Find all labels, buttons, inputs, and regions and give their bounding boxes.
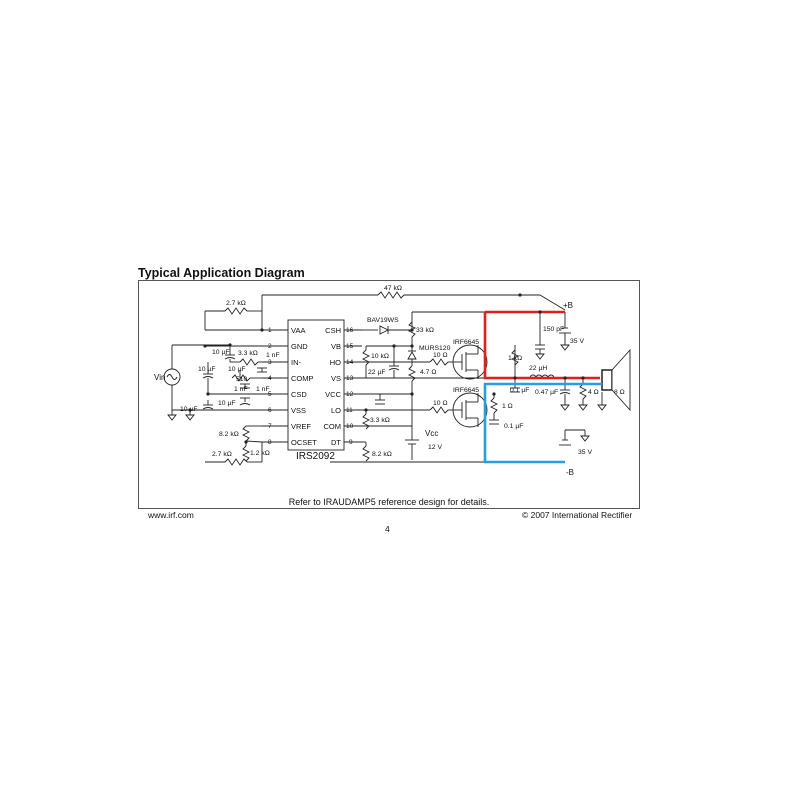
label-r-12k: 1.2 kΩ <box>250 450 270 457</box>
label-r-1k: 1 kΩ <box>508 355 523 362</box>
pin-name-in: IN- <box>291 358 301 367</box>
footer-url: www.irf.com <box>148 510 194 520</box>
label-d-bav: BAV19WS <box>367 317 399 324</box>
pin-name-vcc: VCC <box>325 390 341 399</box>
label-r-10-a: 10 Ω <box>433 352 448 359</box>
label-r-33k-b: 3.3 kΩ <box>370 417 390 424</box>
label-vin: Vin <box>154 373 166 382</box>
pin-num-15: 15 <box>346 343 354 350</box>
pin-num-3: 3 <box>268 359 272 366</box>
label-r-1: 1 Ω <box>502 403 513 410</box>
ic-part-label: IRS2092 <box>296 451 335 462</box>
pin-num-5: 5 <box>268 391 272 398</box>
pin-num-4: 4 <box>268 375 272 382</box>
pin-num-2: 2 <box>268 343 272 350</box>
pin-num-13: 13 <box>346 375 354 382</box>
label-q-hi: IRF6645 <box>453 339 480 346</box>
label-minus-b: -B <box>566 468 574 477</box>
pin-name-vaa: VAA <box>291 326 306 335</box>
label-r-82k-a: 8.2 kΩ <box>219 431 239 438</box>
pin-name-vs: VS <box>330 374 341 383</box>
label-r-27k-top: 2.7 kΩ <box>226 300 246 307</box>
label-r-47k: 47 kΩ <box>384 285 402 292</box>
pin-name-dt: DT <box>331 438 341 447</box>
label-r-10-b: 10 Ω <box>433 400 448 407</box>
footer-copyright: © 2007 International Rectifier <box>522 510 633 520</box>
label-r-4: 4 Ω <box>588 389 599 396</box>
pin-name-com: COM <box>323 422 341 431</box>
label-c-01u-a: 0.1 µF <box>510 387 530 394</box>
label-c-10u-e: 10 µF <box>180 406 198 413</box>
label-l-22u: 22 µH <box>529 365 548 372</box>
pin-name-vref: VREF <box>291 422 312 431</box>
section-title: Typical Application Diagram <box>138 266 305 280</box>
label-v12: 12 V <box>428 444 442 451</box>
pin-num-12: 12 <box>346 391 354 398</box>
label-r-82k-b: 8.2 kΩ <box>372 451 392 458</box>
pin-name-ho: HO <box>329 358 341 367</box>
label-q-lo: IRF6645 <box>453 387 480 394</box>
pin-num-7: 7 <box>268 423 272 430</box>
label-c-10u-b: 10 µF <box>198 366 216 373</box>
label-r-47: 4.7 Ω <box>420 369 437 376</box>
label-r-33k-in: 3.3 kΩ <box>238 350 258 357</box>
label-plus-b: +B <box>563 301 574 310</box>
label-c-150p: 150 pF <box>543 326 565 333</box>
label-r-27k-bot: 2.7 kΩ <box>212 451 232 458</box>
pin-name-ocset: OCSET <box>291 438 317 447</box>
label-c-01u-b: 0.1 µF <box>504 423 524 430</box>
pin-num-9: 9 <box>349 439 353 446</box>
label-c-047: 0.47 µF <box>535 389 559 396</box>
pin-num-14: 14 <box>346 359 354 366</box>
pin-name-comp: COMP <box>291 374 314 383</box>
label-c-1n-a: 1 nF <box>266 352 280 359</box>
label-c-1n-c: 1 nF <box>256 386 270 393</box>
label-c-10u-c: 10 µF <box>228 366 246 373</box>
label-r-10k: 10 kΩ <box>371 353 389 360</box>
page-number: 4 <box>385 524 390 534</box>
pin-num-10: 10 <box>346 423 354 430</box>
diagram-caption: Refer to IRAUDAMP5 reference design for details. <box>288 497 490 507</box>
label-r-8: 8 Ω <box>614 389 625 396</box>
pin-num-11: 11 <box>346 407 353 414</box>
label-vcc: Vcc <box>425 429 439 438</box>
label-v35-b: 35 V <box>578 449 592 456</box>
pin-name-csh: CSH <box>325 326 341 335</box>
pin-name-gnd: GND <box>291 342 308 351</box>
pin-num-16: 16 <box>346 327 354 334</box>
pin-name-csd: CSD <box>291 390 307 399</box>
label-d-murs: MURS120 <box>419 345 451 352</box>
pin-name-vb: VB <box>330 342 341 351</box>
pin-name-vss: VSS <box>291 406 307 415</box>
label-r-33k: 33 kΩ <box>416 327 434 334</box>
pin-num-8: 8 <box>268 439 272 446</box>
pin-num-1: 1 <box>268 327 272 334</box>
label-v35-a: 35 V <box>570 338 584 345</box>
label-c-22u: 22 µF <box>368 369 386 376</box>
label-c-10u-d: 10 µF <box>218 400 236 407</box>
label-c-10u-a: 10 µF <box>212 349 230 356</box>
pin-num-6: 6 <box>268 407 272 414</box>
label-c-1n-b: 1 nF <box>234 386 248 393</box>
label-r-510: 510 <box>236 376 248 383</box>
pin-name-lo: LO <box>330 406 341 415</box>
